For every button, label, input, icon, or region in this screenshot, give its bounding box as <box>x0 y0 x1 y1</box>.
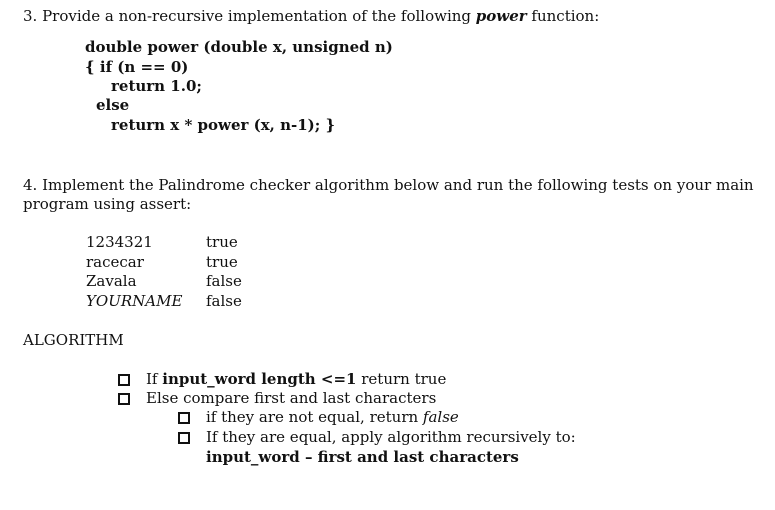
code-line-2: { if (n == 0) <box>85 58 189 76</box>
code-line-4: else <box>96 96 130 114</box>
substep-1-text: if they are not equal, return <box>206 408 423 426</box>
q3-prefix: 3. Provide a non-recursive implementation of the following <box>23 7 476 25</box>
test-input-4: YOURNAME <box>86 292 183 310</box>
test-input-2: racecar <box>86 253 144 271</box>
algorithm-substep-2-detail: input_word – first and last characters <box>206 448 519 466</box>
step-1-if: If <box>146 370 163 388</box>
algorithm-step-2: Else compare first and last characters <box>146 389 437 407</box>
question-4-line-2: program using assert: <box>23 195 192 213</box>
code-line-5: return x * power (x, n-1); } <box>111 116 336 134</box>
checkbox-bullet-icon <box>118 374 130 386</box>
algorithm-step-1 <box>146 370 446 389</box>
code-line-1: double power (double x, unsigned n) <box>85 38 393 56</box>
checkbox-bullet-icon <box>118 393 130 405</box>
checkbox-bullet-icon <box>178 412 190 424</box>
code-line-3: return 1.0; <box>111 77 202 95</box>
checkbox-bullet-icon <box>178 432 190 444</box>
test-expected-3: false <box>206 272 242 290</box>
algorithm-substep-2: If they are equal, apply algorithm recursively to: <box>206 428 576 446</box>
test-expected-1: true <box>206 233 238 251</box>
step-1-condition: input_word length <=1 <box>162 370 357 388</box>
test-input-1: 1234321 <box>86 233 153 251</box>
question-3-prompt <box>23 7 599 26</box>
substep-1-value: false <box>422 408 459 426</box>
test-expected-2: true <box>206 253 238 271</box>
algorithm-substep-1 <box>206 408 459 427</box>
question-4-line-1: 4. Implement the Palindrome checker algorithm below and run the following tests on your main <box>23 176 754 194</box>
q3-suffix: function: <box>526 7 600 25</box>
algorithm-heading: ALGORITHM <box>23 331 124 349</box>
step-1-rest: return true <box>356 370 447 388</box>
test-expected-4: false <box>206 292 242 310</box>
test-input-3: Zavala <box>86 272 137 290</box>
q3-keyword: power <box>475 7 527 25</box>
